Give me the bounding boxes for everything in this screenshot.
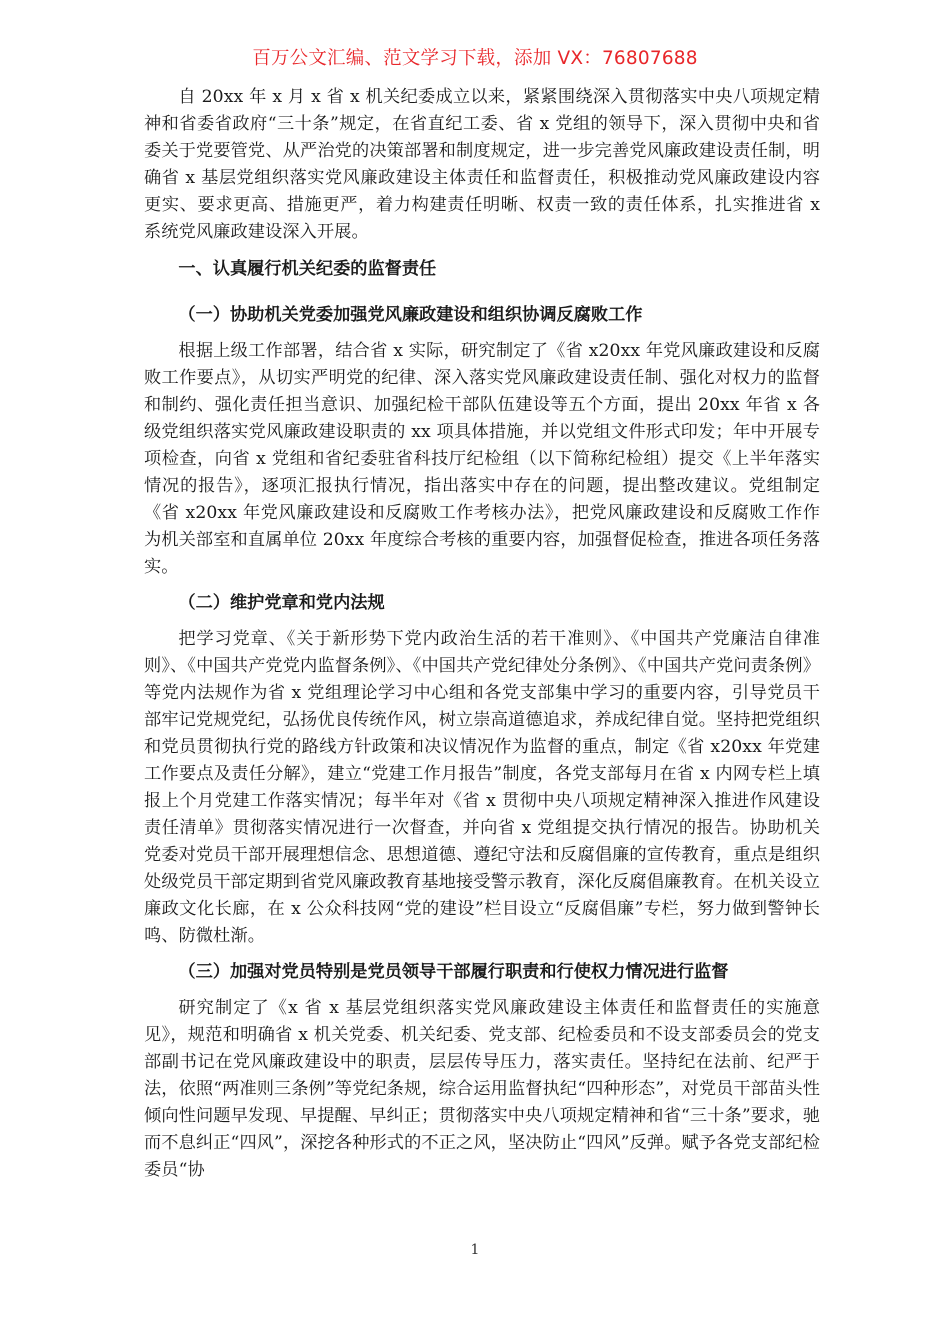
subsection-1-heading: （一）协助机关党委加强党风廉政建设和组织协调反腐败工作 [178, 305, 643, 325]
subsection-3-heading: （三）加强对党员特别是党员领导干部履行职责和行使权力情况进行监督 [178, 962, 729, 982]
document-body [144, 84, 820, 1184]
subsection-1-paragraph: 根据上级工作部署，结合省 x 实际，研究制定了《省 x20xx 年党风廉政建设和反腐败工作要点》，从切实严明党的纪律、深入落实党风廉政建设责任制、强化对权力的监督和制约、强化责任担当意识、加强纪检干部队伍建设等五个方面，提出 20xx 年省 x 各级党组织落实党风廉政建设职责的 xx 项具体措施，并以党组文件形式印发；年中开展专项检查，向省 x 党组和省纪委驻省科技厅纪检组（以下简称纪检组）提交《上半年落实情况的报告》，逐项汇报执行情况，指出落实中存在的问题，提出整改建议。党组制定《省 x20xx 年党风廉政建设和反腐败工作考核办法》，把党风廉政建设和反腐败工作作为机关部室和直属单位 20xx 年度综合考核的重要内容，加强督促检查，推进各项任务落实。 [144, 341, 820, 577]
subsection-2-paragraph: 把学习党章、《关于新形势下党内政治生活的若干准则》、《中国共产党廉洁自律准则》、《中国共产党党内监督条例》、《中国共产党纪律处分条例》、《中国共产党问责条例》等党内法规作为省 x 党组理论学习中心组和各党支部集中学习的重要内容，引导党员干部牢记党规党纪，弘扬优良传统作风，树立崇高道德追求，养成纪律自觉。坚持把党组织和党员贯彻执行党的路线方针政策和决议情况作为监督的重点，制定《省 x20xx 年党建工作要点及责任分解》，建立“党建工作月报告”制度，各党支部每月在省 x 内网专栏上填报上个月党建工作落实情况；每半年对《省 x 贯彻中央八项规定精神深入推进作风建设责任清单》贯彻落实情况进行一次督查，并向省 x 党组提交执行情况的报告。协助机关党委对党员干部开展理想信念、思想道德、遵纪守法和反腐倡廉的宣传教育，重点是组织处级党员干部定期到省党风廉政教育基地接受警示教育，深化反腐倡廉教育。在机关设立廉政文化长廊，在 x 公众科技网“党的建设”栏目设立“反腐倡廉”专栏，努力做到警钟长鸣、防微杜渐。 [144, 629, 820, 946]
subsection-3-paragraph: 研究制定了《x 省 x 基层党组织落实党风廉政建设主体责任和监督责任的实施意见》，规范和明确省 x 机关党委、机关纪委、党支部、纪检委员和不设支部委员会的党支部副书记在党风廉政建设中的职责，层层传导压力，落实责任。坚持纪在法前、纪严于法，依照“两准则三条例”等党纪条规，综合运用监督执纪“四种形态”，对党员干部苗头性倾向性问题早发现、早提醒、早纠正；贯彻落实中央八项规定精神和省“三十条”要求，驰而不息纠正“四风”，深挖各种形式的不正之风，坚决防止“四风”反弹。赋予各党支部纪检委员“协 [144, 998, 820, 1180]
section-1-heading: 一、认真履行机关纪委的监督责任 [178, 259, 437, 279]
page-number: 1 [470, 1242, 480, 1258]
intro-paragraph: 自 20xx 年 x 月 x 省 x 机关纪委成立以来，紧紧围绕深入贯彻落实中央八项规定精神和省委省政府“三十条”规定，在省直纪工委、省 x 党组的领导下，深入贯彻中央和省委关于党要管党、从严治党的决策部署和制度规定，进一步完善党风廉政建设责任制，明确省 x 基层党组织落实党风廉政建设主体责任和监督责任，积极推动党风廉政建设内容更实、要求更高、措施更严，着力构建责任明晰、权责一致的责任体系，扎实推进省 x 系统党风廉政建设深入开展。 [144, 87, 820, 242]
watermark-banner: 百万公文汇编、范文学习下载，添加 VX：76807688 [252, 48, 698, 69]
subsection-2-heading: （二）维护党章和党内法规 [178, 593, 385, 613]
